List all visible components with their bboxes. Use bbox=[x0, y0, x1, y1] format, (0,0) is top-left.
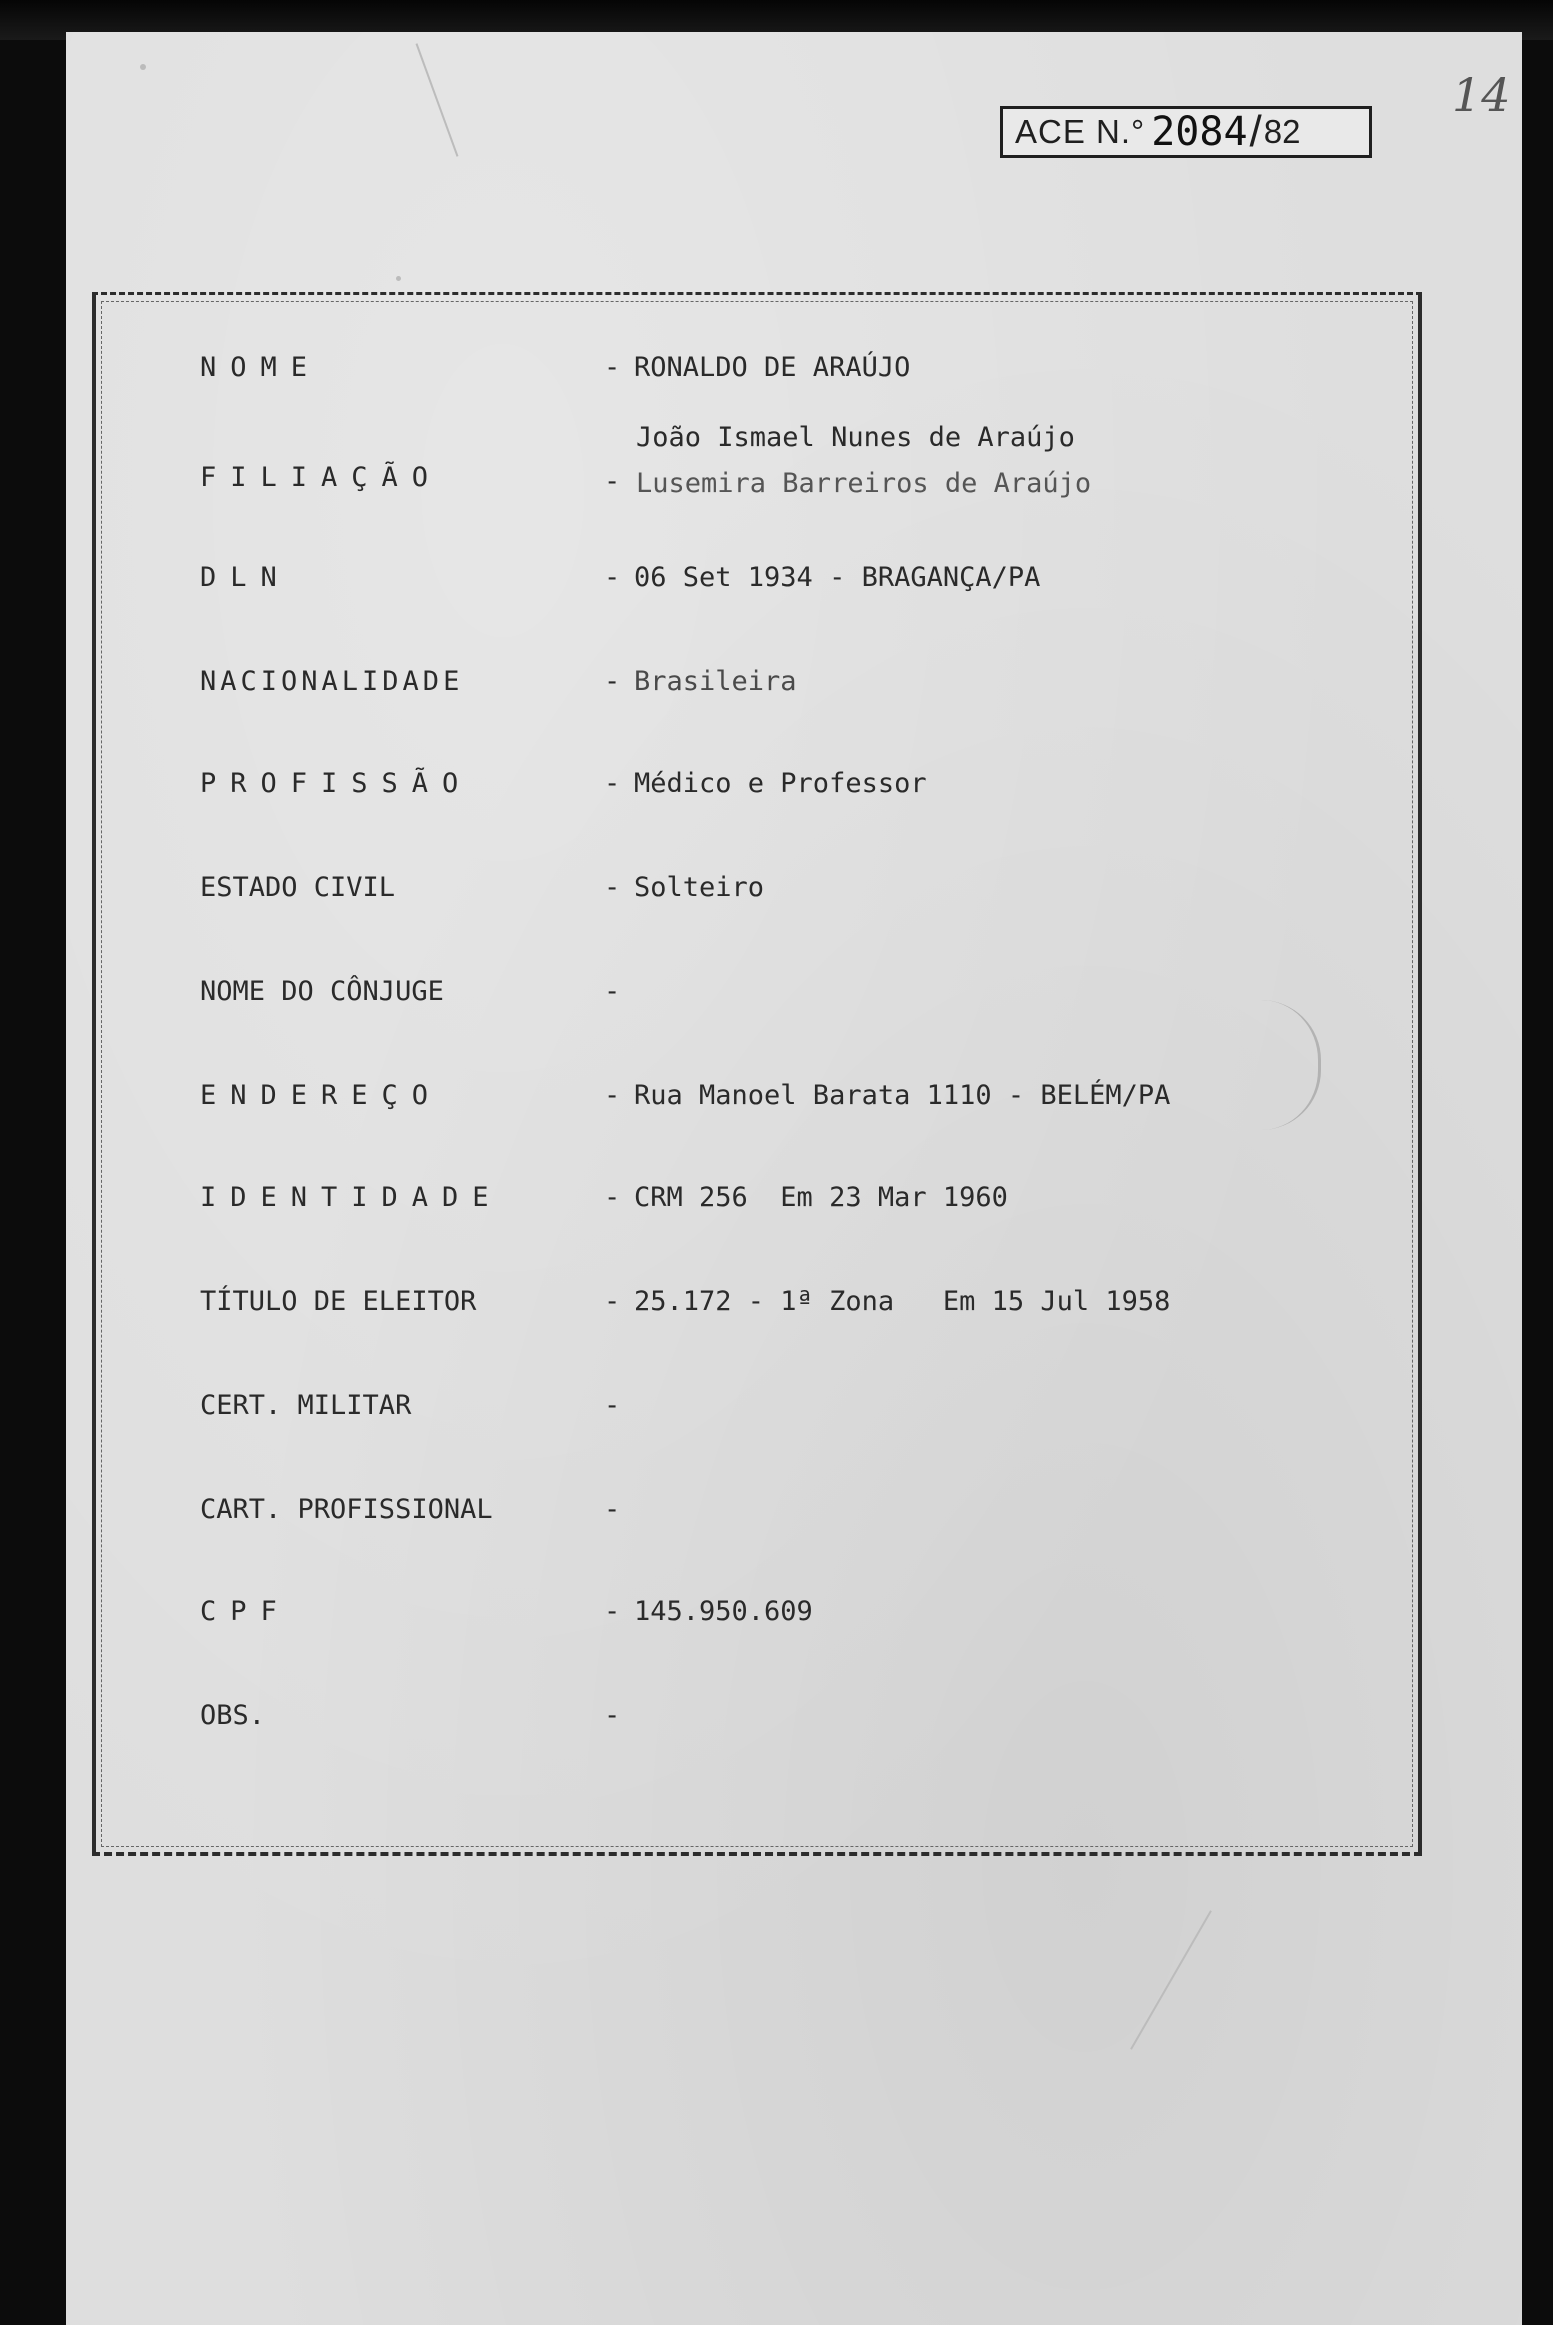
ace-number: 2084 bbox=[1151, 109, 1248, 155]
field-row-profissao bbox=[0, 768, 1553, 828]
field-value-mother: Lusemira Barreiros de Araújo bbox=[636, 468, 1092, 499]
field-value-father: João Ismael Nunes de Araújo bbox=[636, 422, 1075, 453]
field-separator: - bbox=[604, 666, 621, 697]
field-separator: - bbox=[604, 1390, 621, 1421]
field-label-endereco: ENDEREÇO bbox=[200, 1080, 443, 1111]
field-row-nome-conjuge bbox=[0, 976, 1553, 1036]
field-label-cpf: CPF bbox=[200, 1596, 291, 1627]
field-separator: - bbox=[604, 466, 621, 497]
field-label-nome: NOME bbox=[200, 352, 322, 383]
field-separator: - bbox=[604, 872, 621, 903]
scan-speck bbox=[396, 276, 401, 281]
field-value-nacionalidade: Brasileira bbox=[634, 666, 797, 697]
field-value-profissao: Médico e Professor bbox=[634, 768, 927, 799]
field-label-titulo-eleitor: TÍTULO DE ELEITOR bbox=[200, 1286, 477, 1317]
field-row-obs bbox=[0, 1700, 1553, 1760]
field-row-titulo-eleitor bbox=[0, 1286, 1553, 1346]
field-label-cart-profissional: CART. PROFISSIONAL bbox=[200, 1494, 493, 1525]
scan-speck bbox=[140, 64, 146, 70]
field-label-identidade: IDENTIDADE bbox=[200, 1182, 503, 1213]
field-separator: - bbox=[604, 1700, 621, 1731]
field-separator: - bbox=[604, 1182, 621, 1213]
field-row-cert-militar bbox=[0, 1390, 1553, 1450]
field-label-nacionalidade: NACIONALIDADE bbox=[200, 666, 464, 697]
field-label-cert-militar: CERT. MILITAR bbox=[200, 1390, 412, 1421]
field-row-dln bbox=[0, 562, 1553, 622]
field-value-endereco: Rua Manoel Barata 1110 - BELÉM/PA bbox=[634, 1080, 1171, 1111]
field-separator: - bbox=[604, 1080, 621, 1111]
field-separator: - bbox=[604, 768, 621, 799]
field-row-nome bbox=[0, 352, 1553, 412]
field-value-cpf: 145.950.609 bbox=[634, 1596, 813, 1627]
field-row-cpf bbox=[0, 1596, 1553, 1656]
field-value-titulo-eleitor: 25.172 - 1ª Zona Em 15 Jul 1958 bbox=[634, 1286, 1171, 1317]
field-label-obs: OBS. bbox=[200, 1700, 266, 1731]
field-label-filiacao: FILIAÇÃO bbox=[200, 462, 443, 493]
ace-slash: / bbox=[1249, 107, 1262, 156]
field-row-nacionalidade bbox=[0, 666, 1553, 726]
field-label-profissao: PROFISSÃO bbox=[200, 768, 473, 799]
field-label-nome-conjuge: NOME DO CÔNJUGE bbox=[200, 976, 444, 1007]
field-separator: - bbox=[604, 1596, 621, 1627]
ace-number-box bbox=[1000, 106, 1372, 158]
field-value-dln: 06 Set 1934 - BRAGANÇA/PA bbox=[634, 562, 1041, 593]
field-separator: - bbox=[604, 976, 621, 1007]
field-row-identidade bbox=[0, 1182, 1553, 1242]
field-label-dln: DLN bbox=[200, 562, 291, 593]
field-row-filiacao bbox=[0, 414, 1553, 514]
field-row-endereco bbox=[0, 1080, 1553, 1140]
field-separator: - bbox=[604, 1494, 621, 1525]
field-separator: - bbox=[604, 1286, 621, 1317]
field-value-nome: RONALDO DE ARAÚJO bbox=[634, 352, 911, 383]
field-value-identidade: CRM 256 Em 23 Mar 1960 bbox=[634, 1182, 1008, 1213]
field-row-cart-profissional bbox=[0, 1494, 1553, 1554]
field-row-estado-civil bbox=[0, 872, 1553, 932]
field-value-estado-civil: Solteiro bbox=[634, 872, 765, 903]
ace-prefix: ACE N.° bbox=[1015, 113, 1146, 150]
field-separator: - bbox=[604, 562, 621, 593]
field-separator: - bbox=[604, 352, 621, 383]
ace-year: 82 bbox=[1263, 113, 1301, 150]
field-label-estado-civil: ESTADO CIVIL bbox=[200, 872, 396, 903]
handwritten-page-number: 14 bbox=[1452, 68, 1511, 122]
